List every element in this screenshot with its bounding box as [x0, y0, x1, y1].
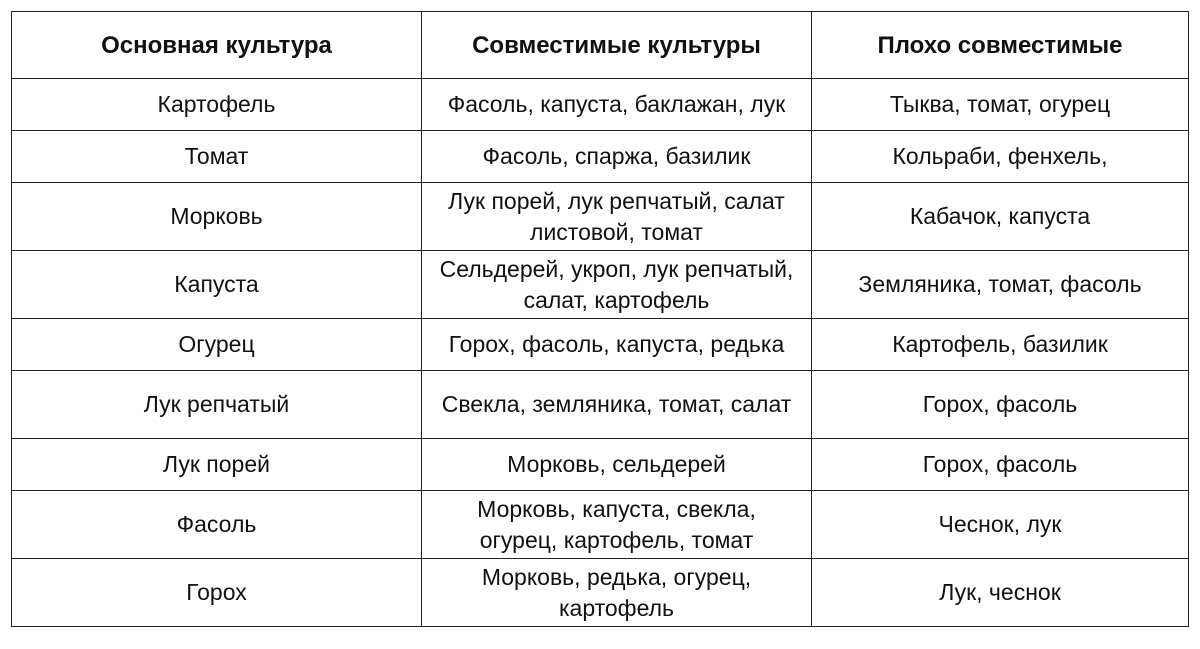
cell-crop: Лук порей [12, 439, 422, 491]
cell-compatible: Сельдерей, укроп, лук репчатый, салат, картофель [422, 251, 812, 319]
cell-crop: Горох [12, 559, 422, 627]
table-row [12, 79, 1189, 131]
table-row [12, 439, 1189, 491]
cell-compatible: Морковь, капуста, свекла, огурец, картофель, томат [422, 491, 812, 559]
table-row [12, 131, 1189, 183]
companion-planting-table [11, 11, 1189, 627]
header-compatible: Совместимые культуры [422, 12, 812, 79]
table-row [12, 251, 1189, 319]
table-row [12, 559, 1189, 627]
table-row [12, 319, 1189, 371]
cell-crop: Огурец [12, 319, 422, 371]
cell-crop: Капуста [12, 251, 422, 319]
cell-incompatible: Кольраби, фенхель, [812, 131, 1189, 183]
table-header-row [12, 12, 1189, 79]
cell-incompatible: Тыква, томат, огурец [812, 79, 1189, 131]
table-row [12, 183, 1189, 251]
cell-incompatible: Кабачок, капуста [812, 183, 1189, 251]
cell-compatible: Лук порей, лук репчатый, салат листовой, томат [422, 183, 812, 251]
cell-incompatible: Лук, чеснок [812, 559, 1189, 627]
cell-incompatible: Горох, фасоль [812, 439, 1189, 491]
cell-crop: Томат [12, 131, 422, 183]
cell-compatible: Свекла, земляника, томат, салат [422, 371, 812, 439]
cell-incompatible: Картофель, базилик [812, 319, 1189, 371]
cell-compatible: Морковь, сельдерей [422, 439, 812, 491]
cell-crop: Картофель [12, 79, 422, 131]
cell-incompatible: Чеснок, лук [812, 491, 1189, 559]
cell-crop: Фасоль [12, 491, 422, 559]
cell-compatible: Фасоль, спаржа, базилик [422, 131, 812, 183]
cell-crop: Лук репчатый [12, 371, 422, 439]
header-incompatible: Плохо совместимые [812, 12, 1189, 79]
cell-incompatible: Горох, фасоль [812, 371, 1189, 439]
cell-compatible: Фасоль, капуста, баклажан, лук [422, 79, 812, 131]
table-row [12, 371, 1189, 439]
cell-compatible: Горох, фасоль, капуста, редька [422, 319, 812, 371]
cell-incompatible: Земляника, томат, фасоль [812, 251, 1189, 319]
cell-compatible: Морковь, редька, огурец, картофель [422, 559, 812, 627]
cell-crop: Морковь [12, 183, 422, 251]
header-main-crop: Основная культура [12, 12, 422, 79]
table-row [12, 491, 1189, 559]
